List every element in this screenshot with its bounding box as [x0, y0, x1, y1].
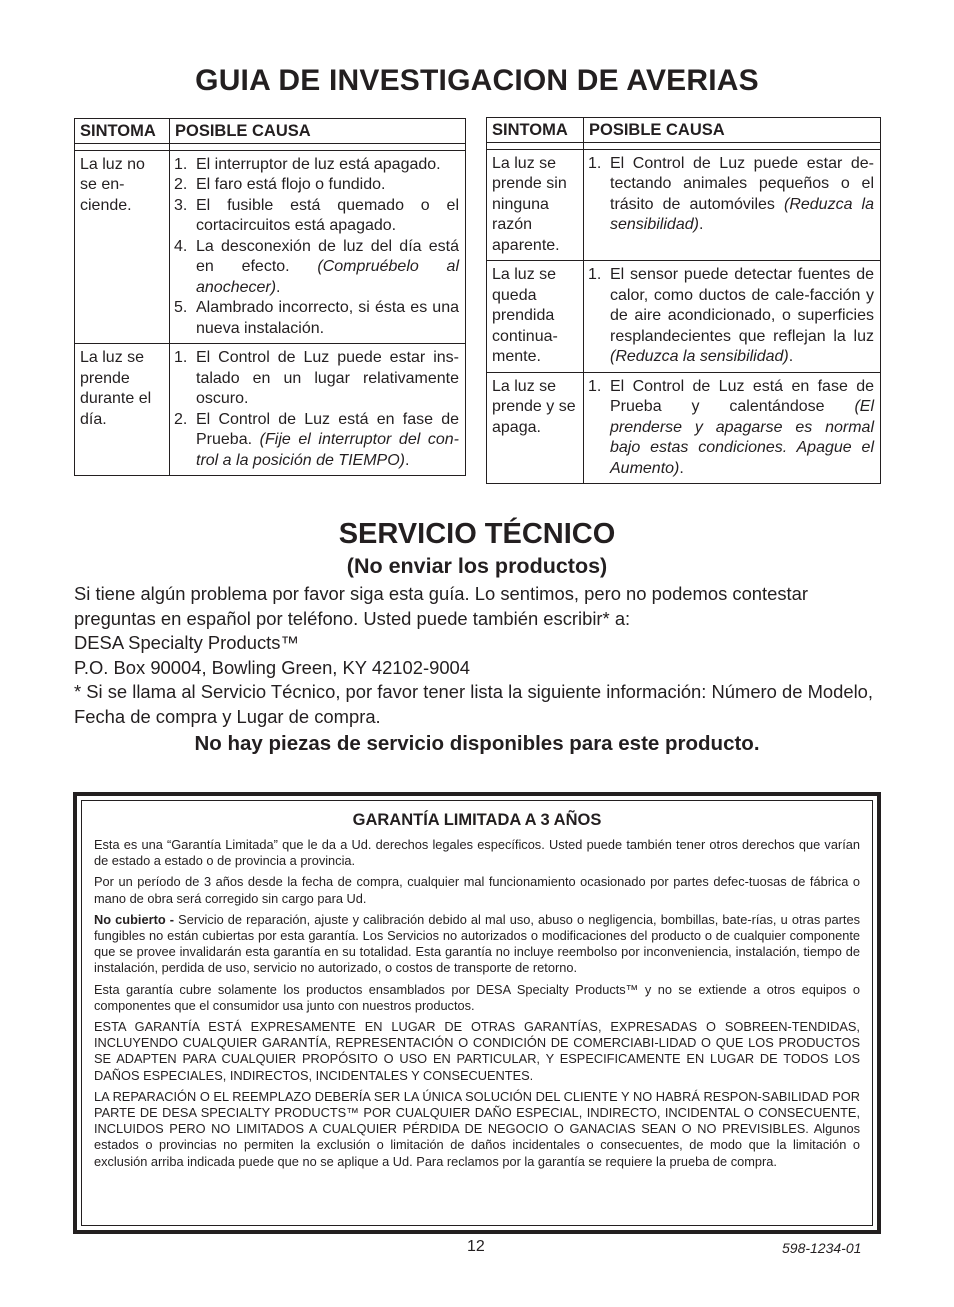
cause-note: (Reduzca la sensibilidad) — [610, 348, 789, 365]
service-subheading: (No enviar los productos) — [346, 554, 608, 578]
symptom-cell: La luz se queda prendida continua-mente. — [487, 261, 584, 373]
company-name: DESA Specialty Products™ — [74, 632, 299, 654]
cause-cell — [170, 344, 466, 476]
warranty-paragraph: LA REPARACIÓN O EL REEMPLAZO DEBERÍA SER LA ÚNICA SOLUCIÓN DEL CLIENTE Y NO HABRÁ RESPON-SABILIDAD POR PARTE DE DESA SPECIALTY PRODUCTS™ POR CUALQUIER DAÑO ESPECIAL, INDIRECTO, INCIDENTAL O CONSECUENTE, INCLUIDOS PERO NO LIMITADOS A CUALQUIER PÉRDIDA DE NEGOCIO O GANACIAS SEAN O NO PREVISIBLES. Algunos estados o provincias no permiten la exclusión o limitación de daños incidentales o consecuentes, de modo que la limitación o exclusión arriba indicada puede que no se aplique a Ud. Para reclamos por la garantía se requiere la prueba de compra. — [94, 1088, 860, 1169]
cause-item: 1. El interruptor de luz está apagado. — [174, 155, 441, 173]
column-header-symptom: SINTOMA — [75, 119, 170, 144]
troubleshooting-table-left — [74, 118, 466, 476]
table-row — [487, 372, 881, 484]
service-text — [74, 582, 882, 730]
warranty-title: GARANTÍA LIMITADA A 3 AÑOS — [352, 811, 602, 829]
cause-cell — [584, 149, 881, 261]
page-title: GUIA DE INVESTIGACION DE AVERIAS — [195, 64, 759, 97]
cause-note: (El prenderse y apagarse es normal bajo estas condiciones. Apague el Aumento) — [610, 398, 874, 477]
troubleshooting-table-right — [486, 117, 881, 484]
table-row — [75, 150, 466, 344]
table-row — [75, 344, 466, 476]
not-covered-label: No cubierto - — [94, 911, 175, 927]
cause-item: 1. El Control de Luz puede estar ins-talado en un lugar relativamente oscuro. — [174, 349, 459, 407]
cause-note: (Reduzca la sensibilidad) — [610, 195, 874, 233]
mailing-address: P.O. Box 90004, Bowling Green, KY 42102-9004 — [74, 656, 471, 678]
cause-cell — [584, 261, 881, 373]
column-header-symptom: SINTOMA — [487, 118, 584, 143]
cause-item: 5. Alambrado incorrecto, si ésta es una nueva instalación. — [174, 299, 459, 337]
service-paragraph: Si tiene algún problema por favor siga esta guía. Lo sentimos, pero no podemos contestar preguntas en español por teléfono. Usted puede también escribir* a: — [74, 583, 809, 629]
cause-cell — [584, 372, 881, 484]
cause-item: 3. El fusible está quemado o el cortacircuitos está apagado. — [174, 196, 459, 234]
column-header-cause: POSIBLE CAUSA — [170, 119, 466, 144]
warranty-paragraph: Esta es una “Garantía Limitada” que le da a Ud. derechos legales específicos. Usted puede también tener otros derechos que varían de estado a estado o de provincia a provincia. — [94, 837, 860, 869]
cause-item: 4. La desconexión de luz del día está en efecto. (Compruébelo al anochecer). — [174, 237, 459, 296]
cause-item: 1. El Control de Luz está en fase de Prueba y calentándose (El prenderse y apagarse es normal bajo estas condiciones. Apague el Aumento). — [588, 377, 874, 477]
symptom-cell: La luz se prende sin ninguna razón aparente. — [487, 149, 584, 261]
cause-item: 1. El sensor puede detectar fuentes de calor, como ductos de cale-facción y de aire acondicionado, o superficies resplandecientes que reflejan la luz (Reduzca la sensibilidad). — [588, 266, 874, 365]
document-code: 598-1234-01 — [782, 1240, 862, 1256]
cause-item: 2. El faro está flojo o fundido. — [174, 176, 386, 193]
service-note: * Si se llama al Servicio Técnico, por favor tener lista la siguiente información: Número de Modelo, Fecha de compra y Lugar de compra. — [74, 681, 874, 727]
service-heading: SERVICIO TÉCNICO — [338, 518, 616, 550]
symptom-cell: La luz se prende durante el día. — [75, 344, 170, 476]
symptom-cell: La luz no se en-ciende. — [75, 150, 170, 344]
cause-item: 1. El Control de Luz puede estar de-tectando animales pequeños o el trásito de automóviles (Reduzca la sensibilidad). — [588, 154, 874, 233]
symptom-cell: La luz se prende y se apaga. — [487, 372, 584, 484]
cause-cell — [170, 150, 466, 344]
table-row — [487, 149, 881, 261]
cause-note: (Compruébelo al anochecer) — [196, 258, 459, 296]
warranty-box — [73, 792, 881, 1234]
cause-item: 2. El Control de Luz está en fase de Prueba. (Fije el interruptor del con-trol a la posición de TIEMPO). — [174, 410, 459, 469]
cause-note: (Fije el interruptor del con-trol a la posición de TIEMPO) — [196, 431, 459, 469]
table-row — [487, 261, 881, 373]
warranty-text — [94, 837, 860, 1175]
column-header-cause: POSIBLE CAUSA — [584, 118, 881, 143]
warranty-paragraph: ESTA GARANTÍA ESTÁ EXPRESAMENTE EN LUGAR DE OTRAS GARANTÍAS, EXPRESADAS O SOBREEN-TENDIDAS, INCLUYENDO CUALQUIER GARANTÍA, REPRESENTACIÓN O CONDICIÓN DE COMERCIABI-LIDAD O QUE LOS PRODUCTOS SE ADAPTEN PARA CUALQUIER PROPÓSITO O USO EN PARTICULAR, Y ESPECIFICAMENTE EN LUGAR DE TODOS LOS DAÑOS ESPECIALES, INDIRECTOS, INCIDENTALES Y CONSECUENTES. — [94, 1019, 860, 1083]
page-number: 12 — [467, 1238, 485, 1255]
warranty-paragraph: No cubierto - Servicio de reparación, ajuste y calibración debido al mal uso, abuso o negligencia, bombillas, bate-rías, u otras partes fungibles no están cubiertas por esta garantía. Los Servicios no autorizados o modificaciones del producto o de cualquier componente que se provee invalidarán esta garantía en su totalidad. Esta garantía no incluye reembolso por inconveniencia, instalación, tiempo de instalación, perdida de uso, servicio no autorizado, o costos de transporte de retorno. — [94, 911, 860, 976]
warranty-paragraph: Esta garantía cubre solamente los productos ensamblados por DESA Specialty Products™ y no se extiende a otros equipos o componentes que el consumidor usa junto con nuestros productos. — [94, 981, 860, 1013]
no-parts-notice: No hay piezas de servicio disponibles para este producto. — [194, 732, 760, 755]
warranty-paragraph: Por un período de 3 años desde la fecha de compra, cualquier mal funcionamiento ocasionado por partes defec-tuosas de fábrica o mano de obra será corregido sin cargo para Ud. — [94, 874, 860, 906]
